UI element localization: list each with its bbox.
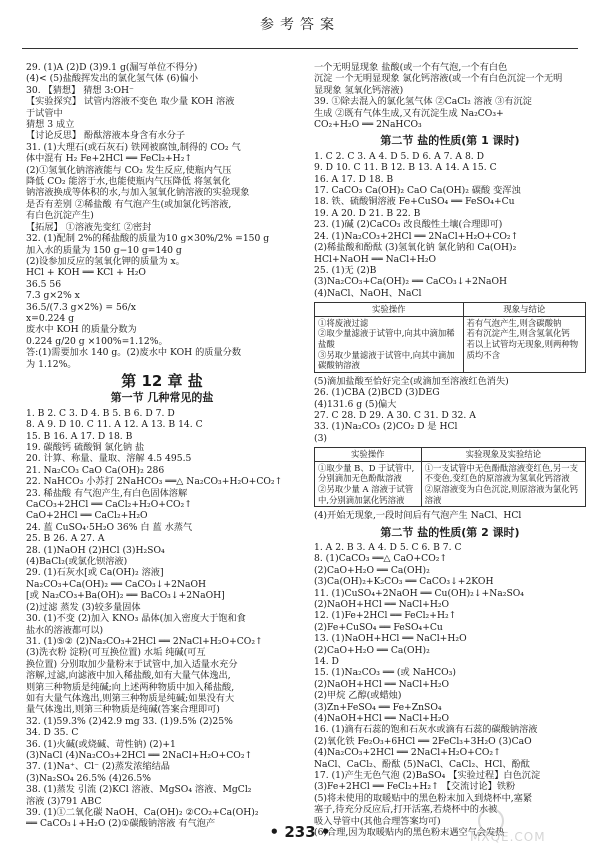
answer-line: 28. (1)NaOH (2)HCl (3)H₂SO₄ [26,544,165,556]
answer-line: (2)稀盐酸和酚酞 (3)氢氧化钠 氯化钠和 Ca(OH)₂ [314,242,517,254]
answers-block-1 [26,62,298,233]
answer-line: (2)Fe+CuSO₄ ══ FeSO₄+Cu [314,621,443,633]
answer-line: 29. (1)石灰水[或 Ca(OH)₂ 溶液] [26,567,164,579]
answer-line: (2)过滤 蒸发 (3)较多量固体 [26,601,141,613]
answer-line: 11. (1)CuSO₄+2NaOH ══ Cu(OH)₂↓+Na₂SO₄ [314,587,524,599]
answer-line: 8. A 9. D 10. C 11. A 12. A 13. B 14. C [26,419,203,431]
table1-header-result: 现象与结论 [463,303,585,317]
answer-line: (3)Na₂SO₄ 26.5% (4)26.5% [26,772,151,784]
answer-line: 猜想 3 成立 [26,119,75,131]
section-heading-1: 第一节 几种常见的盐 [110,391,214,405]
answer-line: 31. (1)⑤② (2)Na₂CO₃+2HCl ══ 2NaCl+H₂O+CO₂↑ [26,635,263,647]
answer-line: (4)NaCl、NaOH、NaCl [314,287,422,299]
answer-line: 1. A 2. B 3. A 4. D 5. C 6. B 7. C [314,541,462,553]
answer-line: 18. 铁、硫酸铜溶液 Fe+CuSO₄ ══ FeSO₄+Cu [314,196,515,208]
table-cell-line: 若有气泡产生,则含碳酸钠 [466,317,562,328]
answer-line: 12. (1)Fe+2HCl ══ FeCl₂+H₂↑ [314,610,457,622]
left-column [26,62,298,830]
answer-line: 7.3 g×2% x [26,290,80,302]
answer-line: 24. 蓝 CuSO₄·5H₂O 36% 白 蓝 水蒸气 [26,521,193,533]
answers-chapter-12 [26,408,298,830]
table2-header-result: 实验现象及实验结论 [421,448,585,462]
answer-line: 36.5/(7.3 g×2%) = 56/x [26,301,136,313]
answer-line: 33. (1)Na₂CO₃ (2)CO₂ D 是 HCl [314,421,458,433]
answer-line: CaO+2HCl ══ CaCl₂+H₂O [26,510,148,522]
answer-line: (5)滴加盐酸至恰好完全(或滴加至溶液红色消失) [314,375,509,387]
answer-line: 是否有差别 ②稀盐酸 有气泡产生(或加氯化钙溶液, [26,198,232,210]
answer-line: 则第三种物质是纯碱;向上述两种物质中加入稀盐酸, [26,681,235,693]
answer-line: 36. (1)火碱(或烧碱、苛性钠) (2)+1 [26,738,176,750]
section-heading-2b: 第二节 盐的性质(第 2 课时) [380,525,520,539]
answer-line: 体中混有 H₂ Fe+2HCl ══ FeCl₂+H₂↑ [26,153,193,165]
answer-line: 换位置) 分别取加少量粉末于试管中,加入适量水充分 [26,658,238,670]
answer-line: 39. (1)①二氧化碳 NaOH、Ca(OH)₂ ②CO₂+Ca(OH)₂ [26,807,259,818]
answer-line: 29. (1)A (2)D (3)9.1 g(漏写单位不得分) [26,62,198,73]
answer-line: 15. B 16. A 17. D 18. B [26,430,133,442]
table-cell-line: ①一支试管中无色酚酞溶液变红色,另一支不变色,变红色的原溶液为氢氧化钙溶液 [424,462,578,484]
right-column [314,62,586,838]
answers-section-2b [314,542,586,839]
answer-line: 8. (1)CaCO₃ ══△ CaO+CO₂↑ [314,553,448,565]
page-title: 参考答案 [260,17,340,33]
experiment-table-2 [314,447,586,507]
table-cell-line: ①取少量 B、D 于试管中,分别滴加无色酚酞溶液 [318,462,415,484]
answer-line: 显现象 氢氧化钙溶液) [314,84,404,96]
answer-line: (4)开始无现象,一段时间后有气泡产生 NaCl、HCl [314,510,522,522]
answer-line: 17. CaCO₃ Ca(OH)₂ CaO Ca(OH)₂ 碳酸 变浑浊 [314,185,521,197]
answer-line: 为 1.12%。 [26,358,77,370]
answer-line: (4)< (5)盐酸挥发出的氯化氢气体 (6)偏小 [26,73,199,85]
answer-line: 15. (1)Na₂CO₃ ══ (或 NaHCO₃) [314,667,456,679]
answer-line: 溶液 (3)791 ABC [26,795,102,807]
answer-line: (3)Ca(OH)₂+K₂CO₃ ══ CaCO₃↓+2KOH [314,576,494,588]
answer-line: 沉淀 一个无明显现象 氯化钙溶液(或一个有白色沉淀一个无明 [314,73,563,85]
answer-line: 31. (1)大理石(或石灰石) 铁网被腐蚀,制得的 CO₂ 气 [26,141,241,153]
answer-line: 【拓展】 ①溶液先变红 ②密封 [26,221,152,233]
answer-line: (2)甲烷 乙醇(或蜡烛) [314,690,402,702]
answer-line: (2)氧化铁 Fe₂O₃+6HCl ══ 2FeCl₃+3H₂O (3)CaO [314,735,532,747]
header-rule [22,48,578,49]
table-cell-line: 若以上试管均无现象,则两种物质均不含 [466,338,579,360]
answer-line: 吸入导管中(其他合理答案均可) [314,815,441,827]
answer-line: (3)Fe+2HCl ══ FeCl₂+H₂↑ 【交流讨论】铁粉 [314,781,516,793]
answer-line: 19. 碳酸钙 硫酸铜 氯化钠 盐 [26,442,145,453]
section-heading-2a: 第二节 盐的性质(第 1 课时) [380,134,520,148]
answer-line: 0.224 g/20 g ×100%=1.12%。 [26,335,168,347]
answer-line: 13. (1)NaOH+HCl ══ NaCl+H₂O [314,633,467,645]
answer-line: 37. (1)Na⁺、Cl⁻ (2)蒸发浓缩结晶 [26,761,170,773]
answer-line: (3) [314,432,328,444]
answer-line: (5)将未使用的取暖贴中的黑色粉末加入到烧杯中,塞紧 [314,792,533,804]
answer-line: 30. (1)不变 (2)加入 KNO₃ 晶体(加入密度大于饱和食 [26,613,246,625]
answer-line: (3)洗衣粉 淀粉(可互换位置) 水垢 纯碱(可互 [26,647,206,659]
answer-line: 23. (1)碱 (2)CaCO₃ 改良酸性土壤(合理即可) [314,219,503,231]
table-cell-line: ②取少量滤液于试管中,向其中滴加稀盐酸 [318,328,455,349]
answer-line: 21. Na₂CO₃ CaO Ca(OH)₂ 286 [26,464,165,476]
answer-line: 降低 CO₂ 能溶于水,也能使瓶内气压降低 将氢氧化 [26,176,231,188]
answer-line: 【讨论反思】 酚酞溶液本身含有水分子 [26,130,186,142]
table-cell-line: 若有沉淀产生,则含氢氧化钙 [466,328,570,339]
answer-line: 加入水的质量为 150 g−10 g=140 g [26,244,182,256]
watermark-text: MXQE.COM [470,830,546,844]
answer-line: 26. (1)CBA (2)BCD (3)DEG [314,387,440,399]
answer-line: 钠溶液换成等体积的水,与加入氢氧化钠溶液的实验现象 [26,187,250,199]
answer-line: HCl + KOH ══ KCl + H₂O [26,267,146,279]
answer-line: 30. 【猜想】 猜想 3:OH⁻ [26,84,134,96]
answer-line: 16. A 17. D 18. B [314,173,394,185]
answer-line: 1. C 2. C 3. A 4. D 5. D 6. A 7. A 8. D [314,150,484,162]
answer-line: Na₂CO₃+Ca(OH)₂ ══ CaCO₃↓+2NaOH [26,578,207,590]
answer-line: 32. (1)配制 2%的稀盐酸的质量为10 g×30%/2% =150 g [26,233,270,245]
answers-after-table-2 [314,510,586,521]
table2-cell-result [421,461,585,506]
chapter-heading: 第 12 章 盐 [121,371,203,390]
answer-line: 20. 计算、称量、量取、溶解 4.5 495.5 [26,453,192,465]
answer-line: 14. D [314,655,339,667]
answer-line: 【实验探究】 试管内溶液不变色 取少量 KOH 溶液 [26,96,235,108]
answer-line: (4)BaCl₂(或氯化钡溶液) [26,556,128,568]
answer-line: 答:(1)需要加水 140 g。(2)废水中 KOH 的质量分数 [26,347,242,359]
answer-line: (2)NaOH+HCl ══ NaCl+H₂O [314,678,450,690]
experiment-table-1 [314,302,586,373]
answer-line: (3)Na₂CO₃+Ca(OH)₂ ══ CaCO₃↓+2NaOH [314,276,508,288]
answer-line: 一个无明显现象 盐酸(或一个有气泡,一个有白色 [314,62,508,73]
answers-block-top [314,62,586,130]
answer-line: 19. A 20. D 21. B 22. B [314,207,421,219]
answer-line: CaCO₃+2HCl ══ CaCl₂+H₂O+CO₂↑ [26,499,192,511]
answer-line: 16. (1)滴有石蕊的饱和石灰水或滴有石蕊的碳酸钠溶液 [314,724,538,736]
table1-cell-op [315,316,464,372]
answer-line: 有白色沉淀产生) [26,210,94,222]
answer-line: 废水中 KOH 的质量分数为 [26,324,137,336]
table2-cell-op [315,461,422,506]
answer-line: CO₂+H₂O ══ 2NaHCO₃ [314,119,422,131]
table-cell-line: ②另取少量 A 溶液于试管中,分别滴加氯化钙溶液 [318,483,414,505]
answers-after-table-1 [314,376,586,444]
answer-line: 盐水的溶液都可以) [26,624,104,636]
answer-line: 量气体逸出,则第三种物质是纯碱(答案合理即可) [26,704,220,716]
answer-line: 32. (1)59.3% (2)42.9 mg 33. (1)9.5% (2)25% [26,715,233,727]
table-cell-line: ②原溶液变为白色沉淀,则原溶液为氯化钙溶液 [424,483,578,505]
answer-line: 17. (1)产生无色气泡 (2)BaSO₄ 【实验过程】白色沉淀 [314,770,541,782]
answer-line: 如有大量气体逸出,则第三种物质是纯碱;如果没有大 [26,692,235,704]
page-header [0,0,600,54]
answers-section-2a [314,151,586,299]
table-cell-line: ①将废液过滤 [318,317,369,328]
answer-line: (2)CaO+H₂O ══ Ca(OH)₂ [314,644,430,656]
table1-cell-result [463,316,585,372]
answer-line: (2)①氢氧化钠溶液能与 CO₂ 发生反应,使瓶内气压 [26,164,232,176]
answer-line: HCl+NaOH ══ NaCl+H₂O [314,253,437,265]
answer-line: ══ CaCO₃↓+H₂O (2)①碳酸钠溶液 有气泡产 [26,818,216,830]
answer-line: (3)Zn+FeSO₄ ══ Fe+ZnSO₄ [314,701,442,713]
answer-line: (4)NaOH+HCl ══ NaCl+H₂O [314,713,450,724]
answer-line: (2)CaO+H₂O ══ Ca(OH)₂ [314,564,430,576]
answer-line: 25. B 26. A 27. A [26,533,105,545]
answer-line: NaCl、CaCl₂、酚酞 (5)NaCl、CaCl₂、HCl、酚酞 [314,758,530,770]
answer-line: 塞子,待充分反应后,打开活塞,若烧杯中的水被 [314,804,498,816]
answer-line: 24. (1)Na₂CO₃+2HCl ══ 2NaCl+H₂O+CO₂↑ [314,230,519,242]
answer-line: 于试管中 [26,107,63,119]
answers-block-32 [26,233,298,370]
answer-line: 生成 ②既有气体生成,又有沉淀生成 Na₂CO₃+ [314,107,504,119]
answer-line: 27. C 28. D 29. A 30. C 31. D 32. A [314,409,476,421]
answer-line: x=0.224 g [26,312,74,324]
answer-line: (4)Na₂CO₃+2HCl ══ 2NaCl+H₂O+CO₂↑ [314,747,501,759]
page-number: • 233 • [269,823,331,841]
table1-header-op: 实验操作 [315,303,464,317]
answer-line: 23. 稀盐酸 有气泡产生,有白色固体溶解 [26,487,188,499]
answer-line: (6)合理,因为取暖贴内的黑色粉末遇空气会发热 [314,827,505,839]
watermark-logo [470,808,588,846]
answer-line: 25. (1)无 (2)B [314,264,377,276]
answer-line: (3)NaCl (4)Na₂CO₃+2HCl ══ 2NaCl+H₂O+CO₂↑ [26,749,253,761]
answer-line: 38. (1)蒸发 引流 (2)KCl 溶液、MgSO₄ 溶液、MgCl₂ [26,784,252,796]
answer-line: (4)131.6 g (5)偏大 [314,398,397,410]
table2-header-op: 实验操作 [315,448,422,462]
answer-line: 34. D 35. C [26,727,79,739]
answer-line: 36.5 56 [26,278,62,290]
answer-line: 1. B 2. C 3. D 4. B 5. B 6. D 7. D [26,407,175,419]
answer-line: 9. D 10. C 11. B 12. B 13. A 14. A 15. C [314,162,497,174]
answer-line: 溶解,过滤,向滤液中加入稀盐酸,如有大量气体逸出, [26,670,231,682]
answer-line: 22. NaHCO₃ 小苏打 2NaHCO₃ ══△ Na₂CO₃+H₂O+CO₂↑ [26,476,283,488]
answer-line: (2)设参加反应的氢氧化钾的质量为 x。 [26,255,185,267]
table-cell-line: ③另取少量滤液于试管中,向其中滴加碳酸钠溶液 [318,349,455,371]
answer-line: 39. ①除去混入的氯化氢气体 ②CaCl₂ 溶液 ③有沉淀 [314,96,532,108]
answer-line: [或 Na₂CO₃+Ba(OH)₂ ══ BaCO₃↓+2NaOH] [26,590,225,602]
answer-line: (2)NaOH+HCl ══ NaCl+H₂O [314,598,450,610]
